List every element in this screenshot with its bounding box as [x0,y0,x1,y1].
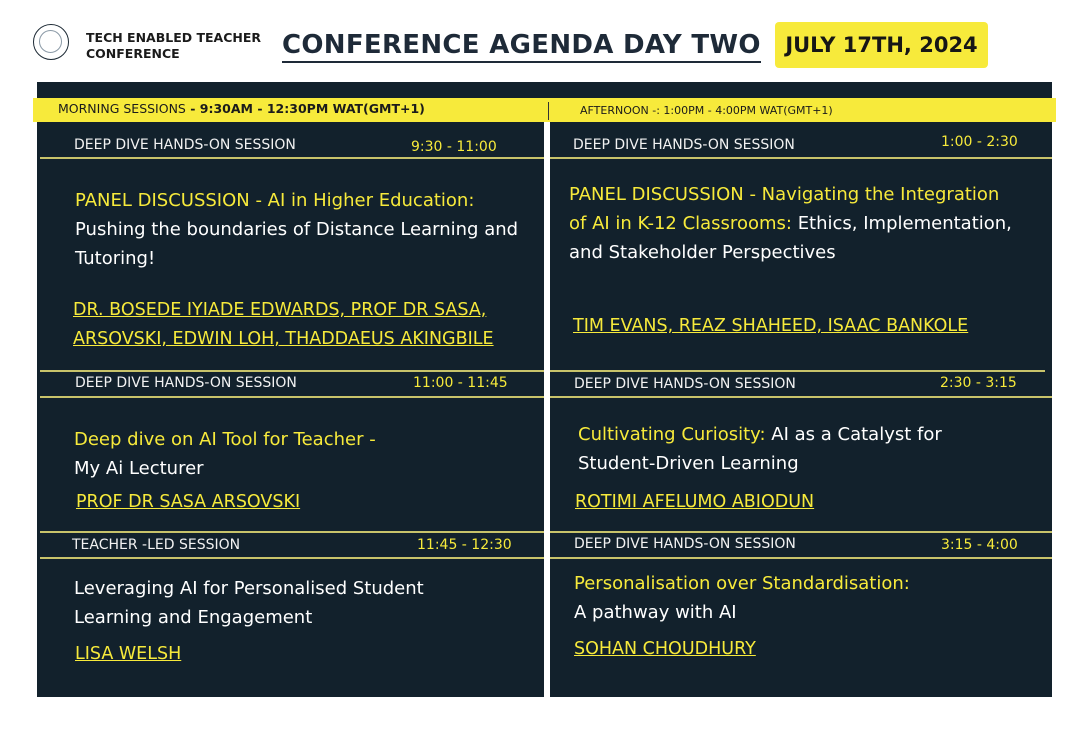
separator-line [40,531,544,533]
separator-line [550,396,1052,398]
session-speakers: TIM EVANS, REAZ SHAHEED, ISAAC BANKOLE [573,316,969,336]
session-title-highlight: Cultivating Curiosity: [578,424,766,445]
session-speakers: DR. BOSEDE IYIADE EDWARDS, PROF DR SASA, [73,300,487,320]
session-speakers: ROTIMI AFELUMO ABIODUN [575,492,815,512]
separator-line [40,396,544,398]
session-type: TEACHER -LED SESSION [72,537,241,553]
separator-line [550,531,1052,533]
org-name-line1: TECH ENABLED TEACHER [86,30,262,45]
separator-line [550,557,1052,559]
session-title-rest: My Ai Lecturer [74,458,204,479]
session-title-rest: Pushing the boundaries of Distance Learning and Tutoring! [75,219,519,269]
separator-line [550,370,1045,372]
session-type: DEEP DIVE HANDS-ON SESSION [75,375,297,391]
logo-emblem-icon [39,30,62,53]
org-name [86,30,261,62]
session-time: 9:30 - 11:00 [411,139,497,155]
morning-label: MORNING SESSIONS [58,101,186,116]
session-type: DEEP DIVE HANDS-ON SESSION [574,376,796,392]
conference-logo [33,24,69,60]
session-title-rest: Ethics, Implementation, and Stakeholder Perspectives [569,213,1012,263]
session-title-highlight: PANEL DISCUSSION - AI in Higher Education: [75,190,475,211]
session-title-rest: A pathway with AI [574,602,737,623]
session-speakers: LISA WELSH [75,644,182,664]
session-title [574,569,1034,627]
morning-time: - 9:30AM - 12:30PM WAT(GMT+1) [185,101,425,116]
session-title [74,425,514,483]
session-title: Leveraging AI for Personalised Student Learning and Engagement [74,578,424,628]
separator-line [40,557,544,559]
page-title: CONFERENCE AGENDA DAY TWO [282,30,761,63]
session-title-highlight: Personalisation over Standardisation: [574,573,910,594]
session-title [75,186,543,273]
session-title-rest: AI as a Catalyst for Student-Driven Learning [578,424,942,474]
separator-line [40,157,544,159]
date-badge: JULY 17TH, 2024 [775,22,988,68]
session-time: 3:15 - 4:00 [941,537,1018,553]
session-title-highlight: PANEL DISCUSSION - Navigating the Integration of AI in K-12 Classrooms: [569,184,1000,234]
band-separator [548,102,549,120]
session-title-highlight: Deep dive on AI Tool for Teacher - [74,429,376,450]
session-time: 2:30 - 3:15 [940,375,1017,391]
afternoon-band-label: AFTERNOON -: 1:00PM - 4:00PM WAT(GMT+1) [580,104,833,117]
session-title [569,180,1014,267]
org-name-line2: CONFERENCE [86,46,180,61]
separator-line [40,370,544,372]
column-divider [544,120,550,697]
session-time: 11:00 - 11:45 [413,375,508,391]
session-time: 1:00 - 2:30 [941,134,1018,150]
session-title [578,420,998,478]
session-type: DEEP DIVE HANDS-ON SESSION [74,137,296,153]
session-type: DEEP DIVE HANDS-ON SESSION [574,536,796,552]
session-time: 11:45 - 12:30 [417,537,512,553]
session-speakers: ARSOVSKI, EDWIN LOH, THADDAEUS AKINGBILE [73,329,494,349]
session-speakers: SOHAN CHOUDHURY [574,639,756,659]
separator-line [550,157,1052,159]
session-speakers: PROF DR SASA ARSOVSKI [76,492,301,512]
session-type: DEEP DIVE HANDS-ON SESSION [573,137,795,153]
morning-band-label [58,101,425,116]
